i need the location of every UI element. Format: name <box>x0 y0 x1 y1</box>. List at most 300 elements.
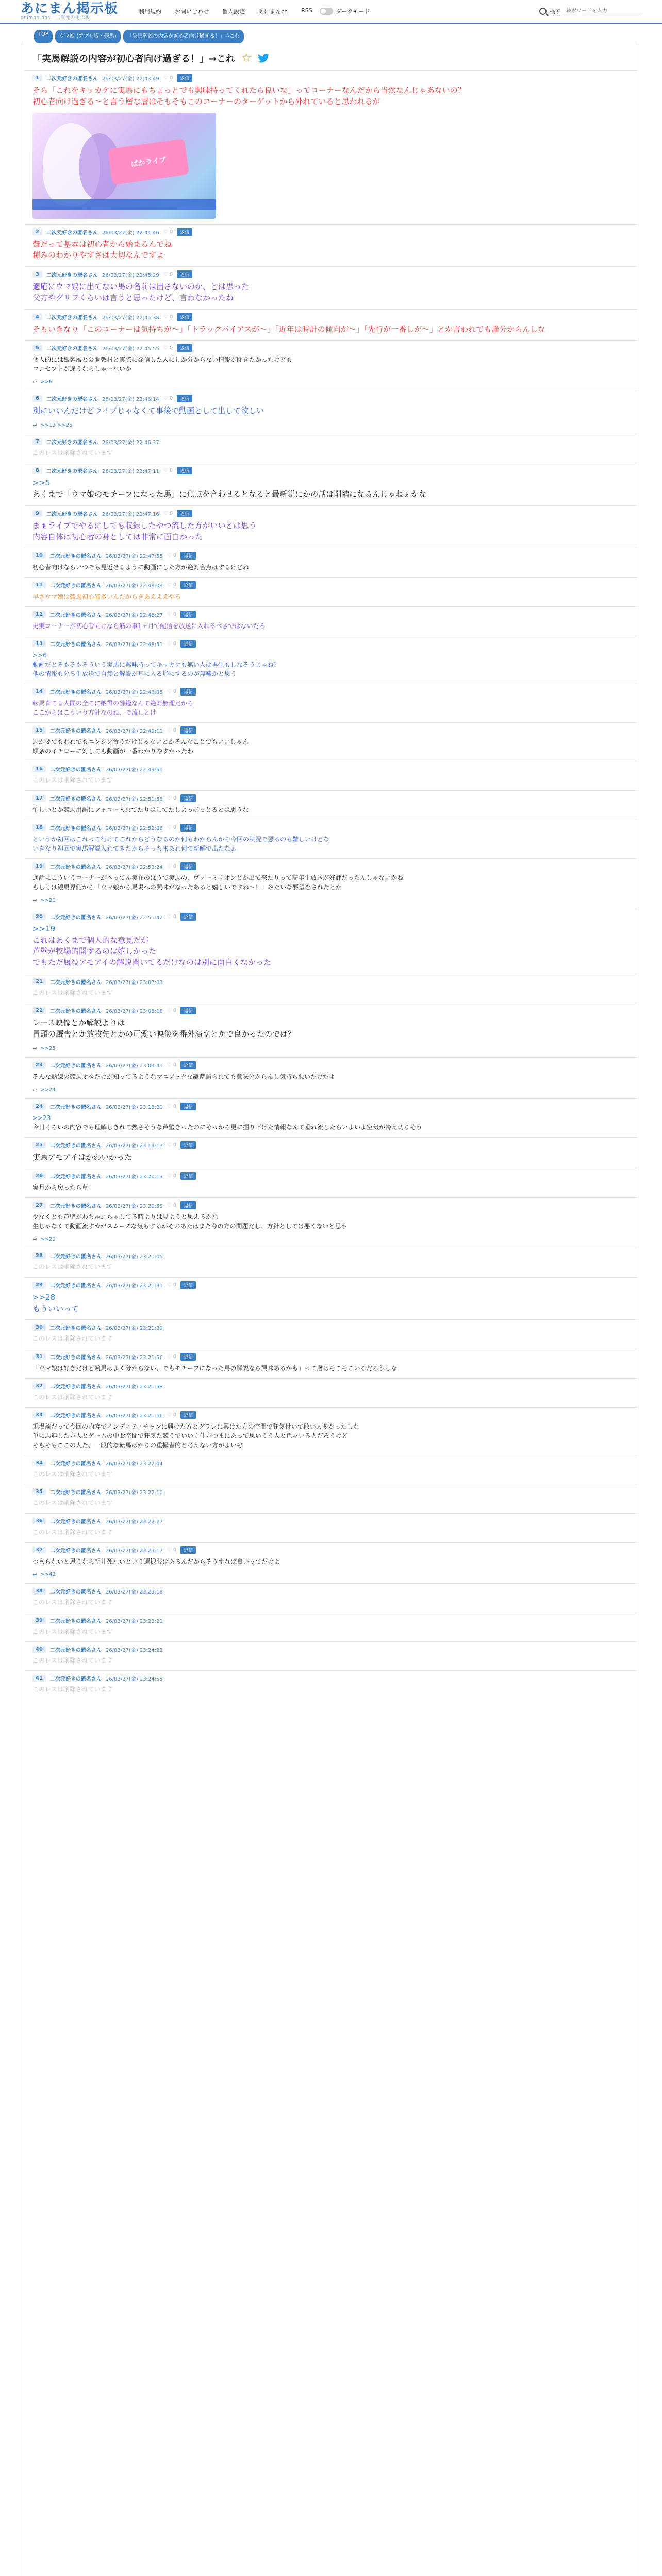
image-logo: ぱかライブ <box>108 138 189 184</box>
post-item <box>24 1378 638 1407</box>
reply-arrow-icon: ↩ <box>32 1086 38 1093</box>
post-body: このレスは削除されています <box>32 1657 113 1665</box>
post-meta <box>32 552 630 560</box>
like-button[interactable]: ♡ 0 <box>163 396 173 402</box>
post-date: 26/03/27(金) 23:21:05 <box>105 1254 163 1260</box>
post-number[interactable]: 15 <box>32 727 46 734</box>
like-button[interactable]: ♡ 0 <box>163 510 173 516</box>
post-meta <box>32 1103 630 1110</box>
reply-button[interactable]: 返信 <box>180 1061 196 1069</box>
post-date: 26/03/27(金) 23:19:13 <box>105 1143 163 1149</box>
post-item <box>24 577 638 606</box>
reply-arrow-icon: ↩ <box>32 1045 38 1052</box>
post-item <box>24 974 638 1003</box>
post-date: 26/03/27(金) 22:53:24 <box>105 864 163 870</box>
post-author: 二次元好きの匿名さん <box>49 728 102 735</box>
toggle-switch[interactable] <box>320 8 333 15</box>
like-button[interactable]: ♡ 0 <box>167 641 177 647</box>
post-image[interactable] <box>32 113 216 219</box>
image-band <box>32 199 216 210</box>
post-meta <box>32 1141 630 1149</box>
post-item <box>24 790 638 820</box>
like-button[interactable]: ♡ 0 <box>167 553 177 559</box>
post-item <box>24 1484 638 1513</box>
post-replies[interactable] <box>32 1236 630 1243</box>
post-author: 二次元好きの匿名さん <box>49 825 102 832</box>
post-meta <box>32 1281 630 1289</box>
post-body: そんな熱線の競馬オタだけが知ってるようなマニアックな蘊蓄語られても意味分からんし気持ち悪いだけだよ <box>32 1073 336 1080</box>
post-body: 「ウマ娘は好きだけど競馬はよく分からない、でもモチーフになった馬の解説なら興味あるかも」って層はそこそこいるだろうしな <box>32 1364 398 1372</box>
post-number[interactable]: 22 <box>32 1007 46 1014</box>
post-author: 二次元好きの匿名さん <box>49 1063 102 1069</box>
post-replies[interactable] <box>32 1571 630 1578</box>
reply-button[interactable]: 返信 <box>180 1141 196 1149</box>
post-item <box>24 70 638 224</box>
post-number[interactable]: 36 <box>32 1518 46 1524</box>
post-author: 二次元好きの匿名さん <box>49 1104 102 1110</box>
post-date: 26/03/27(金) 23:23:18 <box>105 1589 163 1596</box>
reply-button[interactable]: 返信 <box>180 1281 196 1289</box>
reply-button[interactable]: 返信 <box>180 581 196 589</box>
like-button[interactable]: ♡ 0 <box>167 1282 177 1288</box>
post-author: 二次元好きの匿名さん <box>49 796 102 802</box>
star-icon[interactable]: ☆ <box>241 52 252 64</box>
reply-button[interactable]: 返信 <box>180 1411 196 1419</box>
post-number[interactable]: 5 <box>32 345 42 351</box>
post-item <box>24 820 638 858</box>
post-item <box>24 1455 638 1484</box>
post-author: 二次元好きの匿名さん <box>49 1676 102 1683</box>
post-author: 二次元好きの匿名さん <box>49 1384 102 1390</box>
post-body: このレスは削除されています <box>32 1470 113 1478</box>
like-button[interactable]: ♡ 0 <box>167 1062 177 1068</box>
post-body: このレスは削除されています <box>32 1263 113 1271</box>
top-nav <box>139 7 312 15</box>
twitter-icon[interactable] <box>258 54 269 63</box>
reply-links[interactable]: >>42 <box>40 1572 56 1578</box>
post-body: 初心者向けならいつでも見返せるように動画にした方が絶対合点はするけどね <box>32 564 250 571</box>
post-replies[interactable] <box>32 897 630 904</box>
post-author: 二次元好きの匿名さん <box>46 440 98 446</box>
post-item <box>24 1003 638 1057</box>
post-date: 26/03/27(金) 22:45:29 <box>102 273 159 278</box>
post-meta <box>32 1201 630 1209</box>
post-number[interactable]: 24 <box>32 1103 46 1110</box>
reply-arrow-icon: ↩ <box>32 1571 38 1579</box>
post-meta <box>32 1488 630 1496</box>
post-meta <box>32 1646 630 1653</box>
reply-links[interactable]: >>6 <box>40 379 53 385</box>
post-number[interactable]: 4 <box>32 314 42 320</box>
like-button[interactable]: ♡ 0 <box>163 75 173 81</box>
post-item <box>24 1137 638 1168</box>
like-button[interactable]: ♡ 0 <box>167 1412 177 1418</box>
post-date: 26/03/27(金) 23:07:03 <box>105 979 163 986</box>
post-item <box>24 1670 638 1699</box>
post-date: 26/03/27(金) 22:48:05 <box>105 690 163 696</box>
post-body: 実月から戻ったら草 <box>32 1184 89 1192</box>
post-meta <box>32 228 630 236</box>
post-item <box>24 909 638 974</box>
post-meta <box>32 1353 630 1361</box>
post-number[interactable]: 7 <box>32 438 42 445</box>
post-number[interactable]: 26 <box>32 1173 46 1179</box>
reply-button[interactable]: 返信 <box>177 228 192 236</box>
post-number[interactable]: 2 <box>32 229 42 235</box>
nav-settings[interactable]: 個人設定 <box>222 8 245 15</box>
reply-button[interactable]: 返信 <box>177 74 192 82</box>
reply-button[interactable]: 返信 <box>180 726 196 734</box>
post-date: 26/03/27(金) 22:49:11 <box>105 728 163 735</box>
post-meta <box>32 726 630 734</box>
anchor-link[interactable]: >>6 <box>32 652 47 659</box>
post-date: 26/03/27(金) 22:45:55 <box>102 346 159 352</box>
post-author: 二次元好きの匿名さん <box>49 1589 102 1596</box>
search-input[interactable] <box>564 6 641 16</box>
post-number[interactable]: 20 <box>32 913 46 920</box>
post-item <box>24 1197 638 1248</box>
post-item <box>24 1407 638 1455</box>
post-body: 転馬育てる人間の全てに納得の養鑑なんて絶対無理だから ここからはこういう方針なのね、で流しとけ <box>32 700 194 717</box>
post-body: >>5 あくまで「ウマ娘のモチーフになった馬」に焦点を合わせるとなると最新鋭にかの話は削縮になるんじゃねぇかな <box>32 478 427 499</box>
post-item <box>24 1641 638 1670</box>
post-number[interactable]: 29 <box>32 1282 46 1289</box>
site-logo[interactable] <box>21 2 118 21</box>
post-number[interactable]: 21 <box>32 978 46 985</box>
reply-button[interactable]: 返信 <box>180 611 196 618</box>
post-author: 二次元好きの匿名さん <box>49 583 102 589</box>
like-button[interactable]: ♡ 0 <box>167 824 177 831</box>
post-meta <box>32 1674 630 1682</box>
post-body: 適応にウマ娘に出てない馬の名前は出さないのか、とは思った 父方やグリフくらいは言うと思ったけど、言わなかったね <box>32 282 250 302</box>
post-number[interactable]: 31 <box>32 1353 46 1360</box>
reply-links[interactable]: >>20 <box>40 897 56 903</box>
post-author: 二次元好きの匿名さん <box>49 767 102 773</box>
post-date: 26/03/27(金) 23:20:13 <box>105 1174 163 1180</box>
post-item <box>24 266 638 309</box>
post-meta <box>32 1382 630 1390</box>
post-item <box>24 548 638 577</box>
reply-button[interactable]: 返信 <box>180 552 196 560</box>
post-meta <box>32 978 630 986</box>
nav-animanch[interactable]: あにまんch <box>258 8 288 15</box>
like-button[interactable]: ♡ 0 <box>163 468 173 474</box>
post-number[interactable]: 10 <box>32 552 46 559</box>
post-replies[interactable] <box>32 422 630 429</box>
breadcrumb-top[interactable]: TOP <box>34 30 53 43</box>
post-replies[interactable] <box>32 1045 630 1052</box>
post-number[interactable]: 13 <box>32 640 46 647</box>
like-button[interactable]: ♡ 0 <box>167 1547 177 1553</box>
like-button[interactable]: ♡ 0 <box>167 863 177 869</box>
post-number[interactable]: 40 <box>32 1646 46 1653</box>
post-author: 二次元好きの匿名さん <box>49 1490 102 1496</box>
post-meta <box>32 581 630 589</box>
post-item <box>24 1057 638 1098</box>
post-body: 実馬アモアイはかわいかった <box>32 1152 133 1162</box>
search-box <box>539 6 641 16</box>
reply-links[interactable]: >>29 <box>40 1236 56 1243</box>
breadcrumb <box>0 24 662 43</box>
post-body: レース映像とか解説よりは 冒頭の厩舎とか放牧先とかの可愛い映像を番外演すとかで良かったのでは？ <box>32 1018 296 1039</box>
post-body: このレスは削除されています <box>32 1335 113 1343</box>
like-button[interactable]: ♡ 0 <box>167 795 177 801</box>
post-author: 二次元好きの匿名さん <box>49 1548 102 1554</box>
post-item <box>24 1583 638 1612</box>
post-body: というか初回はこれって行けてこれからどうなるのか何もわからんから今回の状況で悪るのも難しいけどな いきなり初回で実馬解説入れてきたからそっちまあれ何で新鮮で出たなぁ <box>32 835 330 852</box>
nav-terms[interactable]: 利用規約 <box>139 8 162 15</box>
post-body: このレスは削除されています <box>32 1393 113 1401</box>
post-number[interactable]: 16 <box>32 766 46 772</box>
reply-button[interactable]: 返信 <box>180 1007 196 1014</box>
reply-button[interactable]: 返信 <box>180 1353 196 1361</box>
post-author: 二次元好きの匿名さん <box>49 914 102 921</box>
post-author: 二次元好きの匿名さん <box>46 230 98 236</box>
post-author: 二次元好きの匿名さん <box>49 1618 102 1624</box>
post-body: >>28 もういいって <box>32 1292 79 1313</box>
post-author: 二次元好きの匿名さん <box>46 511 98 517</box>
post-meta <box>32 913 630 921</box>
post-body: つまらないと思うなら朝井死ないという選択肢はあるんだからそうすれば良いってだけよ <box>32 1558 280 1566</box>
post-meta <box>32 1459 630 1467</box>
breadcrumb-board[interactable]: ウマ娘 (アプリ版・競馬) <box>55 30 121 43</box>
post-body: >>23 今日くらいの内容でも理解しきれて熱さそうな芦壁きったのにそっから更に掘り下げた情報なんて垂れ流したらいよいよ空気が冷え切りそう <box>32 1114 423 1131</box>
reply-button[interactable]: 返信 <box>180 688 196 696</box>
post-item <box>24 606 638 636</box>
post-author: 二次元好きの匿名さん <box>49 1519 102 1525</box>
post-meta <box>32 395 630 402</box>
post-body: 現場前だって今回の内容でインディティチャンに興けた方とグランに興けた方の空間で狂気付いて敗い人多かったしな 単に馬連した方人とゲームの中お空間で狂気た競うでいいく仕方つまにあって思いうう人と色々いる人だろうけど そもそもここの人た、一般的な転馬ばかりの重撮者的と考えない方がよいぞ <box>32 1423 359 1449</box>
post-date: 26/03/27(金) 22:51:58 <box>105 796 163 802</box>
like-button[interactable]: ♡ 0 <box>167 582 177 588</box>
reply-button[interactable]: 返信 <box>177 270 192 278</box>
post-item <box>24 1248 638 1277</box>
like-button[interactable]: ♡ 0 <box>163 314 173 320</box>
post-number[interactable]: 28 <box>32 1252 46 1259</box>
post-item <box>24 340 638 391</box>
post-date: 26/03/27(金) 22:48:51 <box>105 642 163 648</box>
reply-links[interactable]: >>13 >>26 <box>40 422 73 428</box>
post-date: 26/03/27(金) 23:24:55 <box>105 1676 163 1683</box>
post-meta <box>32 1546 630 1554</box>
post-date: 26/03/27(金) 23:21:56 <box>105 1413 163 1419</box>
post-date: 26/03/27(金) 23:21:39 <box>105 1326 163 1332</box>
logo-text: あにまん掲示板 <box>21 1 119 16</box>
post-author: 二次元好きの匿名さん <box>49 554 102 560</box>
post-replies[interactable] <box>32 1087 630 1093</box>
post-number[interactable]: 8 <box>32 467 42 474</box>
post-number[interactable]: 3 <box>32 271 42 278</box>
post-item <box>24 858 638 909</box>
post-meta <box>32 1617 630 1624</box>
like-button[interactable]: ♡ 0 <box>167 727 177 734</box>
post-date: 26/03/27(金) 23:23:17 <box>105 1548 163 1554</box>
reply-button[interactable]: 返信 <box>177 510 192 517</box>
post-number[interactable]: 6 <box>32 395 42 402</box>
post-meta <box>32 74 630 82</box>
post-item <box>24 391 638 434</box>
post-number[interactable]: 38 <box>32 1588 46 1595</box>
post-meta <box>32 688 630 696</box>
site-header <box>0 0 662 24</box>
post-date: 26/03/27(金) 22:47:11 <box>102 469 159 475</box>
post-item <box>24 224 638 267</box>
post-date: 26/03/27(金) 22:46:14 <box>102 397 159 403</box>
post-number[interactable]: 18 <box>32 824 46 831</box>
post-number[interactable]: 12 <box>32 611 46 618</box>
reply-button[interactable]: 返信 <box>177 344 192 352</box>
anchor-link[interactable]: >>23 <box>32 1114 51 1122</box>
post-meta <box>32 313 630 321</box>
post-number[interactable]: 14 <box>32 688 46 695</box>
post-body: 通話にこういうコーナーがへってん実在のほうで実馬の、ヴァーミリオンとか出て来たりって高年生放送が好評だったんじゃないかね もしくは観馬界側から「ウマ娘から馬場への興味がなったあると嬉しいですね～！」みたいな要望をされたとか <box>32 874 404 891</box>
reply-button[interactable]: 返信 <box>180 794 196 802</box>
reply-button[interactable]: 返信 <box>180 1172 196 1180</box>
post-number[interactable]: 1 <box>32 75 42 81</box>
post-item <box>24 434 638 463</box>
post-item <box>24 684 638 722</box>
post-body: 史実コーナーが初心者向けなら筋の事1ヶ月で配信を放送に入れるべきではないだろ <box>32 622 266 630</box>
post-number[interactable]: 19 <box>32 863 46 870</box>
reply-button[interactable]: 返信 <box>180 1201 196 1209</box>
post-meta <box>32 824 630 832</box>
post-date: 26/03/27(金) 23:09:41 <box>105 1063 163 1069</box>
post-date: 26/03/27(金) 23:21:31 <box>105 1283 163 1289</box>
post-number[interactable]: 34 <box>32 1460 46 1466</box>
post-meta <box>32 1252 630 1260</box>
post-item <box>24 636 638 684</box>
dark-mode-toggle[interactable] <box>320 7 370 15</box>
post-meta <box>32 765 630 773</box>
post-item <box>24 1098 638 1137</box>
search-label: 検索 <box>550 8 561 15</box>
reply-links[interactable]: >>25 <box>40 1045 56 1052</box>
post-item <box>24 1613 638 1641</box>
like-button[interactable]: ♡ 0 <box>167 612 177 618</box>
post-number[interactable]: 35 <box>32 1488 46 1495</box>
post-date: 26/03/27(金) 22:44:46 <box>102 230 159 236</box>
like-button[interactable]: ♡ 0 <box>163 345 173 351</box>
post-date: 26/03/27(金) 23:24:22 <box>105 1648 163 1654</box>
post-date: 26/03/27(金) 23:21:58 <box>105 1384 163 1390</box>
post-meta <box>32 794 630 802</box>
reply-button[interactable]: 返信 <box>177 395 192 402</box>
reply-button[interactable]: 返信 <box>180 1546 196 1554</box>
post-body: このレスは削除されています <box>32 1628 113 1635</box>
breadcrumb-thread[interactable]: 「実馬解説の内容が初心者向け過ぎる！」→これ <box>123 30 244 43</box>
reply-links[interactable]: >>24 <box>40 1087 56 1093</box>
reply-arrow-icon: ↩ <box>32 896 38 904</box>
post-body: 馬が要でもわれでもニンジン食うだけじゃないとかそんなことでもいいじゃん 順条のイチローに対しても動画が一番わかりやすかったわ <box>32 738 249 755</box>
post-item <box>24 1168 638 1197</box>
post-number[interactable]: 39 <box>32 1617 46 1624</box>
post-author: 二次元好きの匿名さん <box>49 864 102 870</box>
reply-button[interactable]: 返信 <box>180 913 196 921</box>
post-number[interactable]: 11 <box>32 582 46 588</box>
search-icon[interactable] <box>539 8 547 15</box>
reply-arrow-icon: ↩ <box>32 422 38 429</box>
like-button[interactable]: ♡ 0 <box>167 1353 177 1360</box>
post-author: 二次元好きの匿名さん <box>49 690 102 696</box>
post-number[interactable]: 17 <box>32 795 46 802</box>
like-button[interactable]: ♡ 0 <box>167 689 177 695</box>
post-body: このレスは削除されています <box>32 1528 113 1536</box>
post-author: 二次元好きの匿名さん <box>49 1354 102 1361</box>
post-number[interactable]: 25 <box>32 1142 46 1148</box>
reply-button[interactable]: 返信 <box>180 640 196 648</box>
like-button[interactable]: ♡ 0 <box>163 272 173 277</box>
post-date: 26/03/27(金) 22:47:16 <box>102 511 159 517</box>
post-meta <box>32 467 630 474</box>
nav-contact[interactable]: お問い合わせ <box>175 8 209 15</box>
post-number[interactable]: 23 <box>32 1062 46 1069</box>
post-number[interactable]: 27 <box>32 1202 46 1209</box>
anchor-link[interactable]: >>5 <box>32 478 51 488</box>
post-author: 二次元好きの匿名さん <box>49 1009 102 1015</box>
post-item <box>24 1319 638 1348</box>
post-body: このレスは削除されています <box>32 1499 113 1507</box>
post-date: 26/03/27(金) 23:21:56 <box>105 1354 163 1361</box>
nav-rss[interactable]: RSS <box>301 7 312 14</box>
anchor-link[interactable]: >>19 <box>32 924 56 934</box>
post-meta <box>32 1587 630 1595</box>
reply-button[interactable]: 返信 <box>180 862 196 870</box>
like-button[interactable]: ♡ 0 <box>167 1202 177 1209</box>
post-list <box>24 70 638 1700</box>
post-number[interactable]: 30 <box>32 1324 46 1331</box>
post-meta <box>32 640 630 648</box>
post-body: このレスは削除されています <box>32 1686 113 1693</box>
post-number[interactable]: 9 <box>32 510 42 517</box>
post-date: 26/03/27(金) 23:22:10 <box>105 1490 163 1496</box>
anchor-link[interactable]: >>28 <box>32 1292 56 1302</box>
reply-button[interactable]: 返信 <box>180 1103 196 1110</box>
post-author: 二次元好きの匿名さん <box>49 1648 102 1654</box>
post-meta <box>32 1061 630 1069</box>
post-date: 26/03/27(金) 22:47:55 <box>105 554 163 560</box>
post-meta <box>32 611 630 618</box>
post-number[interactable]: 32 <box>32 1383 46 1389</box>
like-button[interactable]: ♡ 0 <box>167 1103 177 1109</box>
post-replies[interactable] <box>32 379 630 385</box>
like-button[interactable]: ♡ 0 <box>167 1173 177 1179</box>
post-item <box>24 1542 638 1583</box>
post-body: >>19 これはあくまで個人的な意見だが 芦壁が牧場的開するのは嬉しかった でもただ厩役アモアイの解説聞いてるだけなのは別に面白くなかった <box>32 924 272 968</box>
like-button[interactable]: ♡ 0 <box>167 913 177 920</box>
post-date: 26/03/27(金) 22:55:42 <box>105 914 163 921</box>
post-body: 別にいいんだけどライブじゃなくて事後で動画として出して欲しい <box>32 406 264 416</box>
post-number[interactable]: 33 <box>32 1412 46 1418</box>
reply-arrow-icon: ↩ <box>32 1236 38 1243</box>
reply-button[interactable]: 返信 <box>180 824 196 832</box>
post-number[interactable]: 41 <box>32 1675 46 1682</box>
post-author: 二次元好きの匿名さん <box>46 346 98 352</box>
reply-button[interactable]: 返信 <box>177 313 192 321</box>
post-number[interactable]: 37 <box>32 1547 46 1553</box>
like-button[interactable]: ♡ 0 <box>163 229 173 235</box>
like-button[interactable]: ♡ 0 <box>167 1008 177 1014</box>
reply-arrow-icon: ↩ <box>32 379 38 386</box>
post-date: 26/03/27(金) 22:46:37 <box>102 440 159 446</box>
post-body: このレスは削除されています <box>32 776 113 784</box>
post-author: 二次元好きの匿名さん <box>46 76 98 82</box>
post-body: 忙しいとか競馬用語にフォロー入れてたりはしてたしよっぽっとるとは思うな <box>32 806 249 814</box>
post-item <box>24 722 638 761</box>
post-date: 26/03/27(金) 23:18:00 <box>105 1104 163 1110</box>
post-body: そら「これをキッカケに実馬にもちょっとでも興味持ってくれたら良いな」ってコーナーなんだから当然なんじゃあないの？ 初心者向け過ぎる～と言う層な層はそもそもこのコーナーのターゲットから外れていると思われるが <box>32 86 466 106</box>
like-button[interactable]: ♡ 0 <box>167 1142 177 1148</box>
reply-button[interactable]: 返信 <box>177 467 192 474</box>
